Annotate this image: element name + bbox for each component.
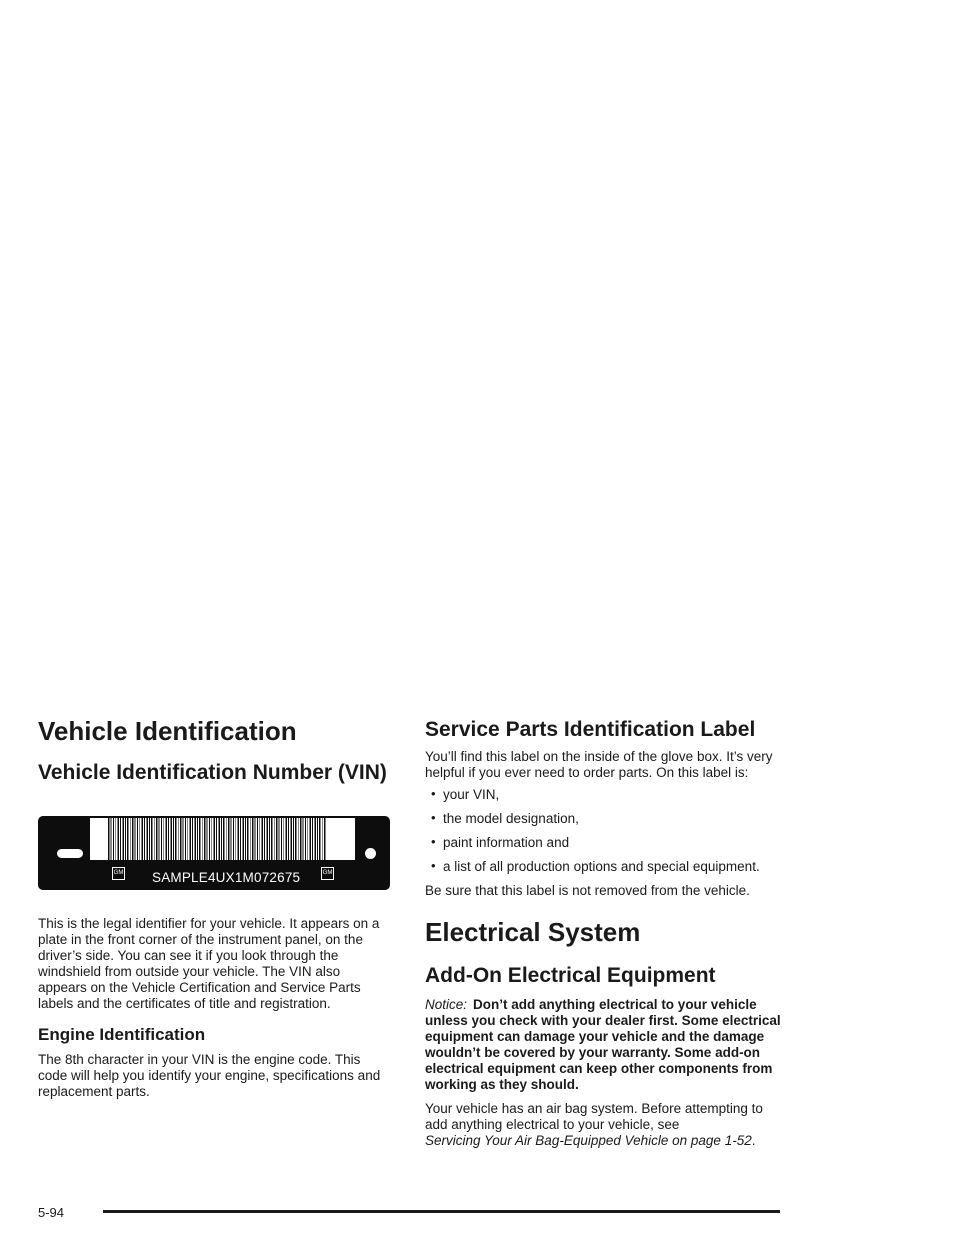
plate-slot bbox=[57, 849, 83, 858]
right-column bbox=[425, 700, 785, 1149]
bullet-icon: • bbox=[431, 786, 436, 801]
section-title-electrical-system: Electrical System bbox=[425, 917, 641, 947]
vin-plate-illustration bbox=[38, 816, 390, 890]
heading-engine-identification: Engine Identification bbox=[38, 1025, 206, 1044]
left-column bbox=[38, 700, 390, 1100]
plate-hole bbox=[365, 848, 376, 859]
bullet-icon: • bbox=[431, 858, 436, 873]
bullet-icon: • bbox=[431, 834, 436, 849]
airbag-paragraph: Your vehicle has an air bag system. Before attempting to add anything electrical to your vehicle, see Servicing Your Air Bag-Equipped Vehicle on page 1-52. bbox=[425, 1101, 763, 1148]
heading-addon-electrical: Add-On Electrical Equipment bbox=[425, 964, 716, 987]
vin-plate-text: SAMPLE4UX1M072675 bbox=[152, 870, 301, 885]
gm-logo-icon: GM bbox=[112, 867, 125, 880]
section-title-vehicle-identification: Vehicle Identification bbox=[38, 716, 297, 746]
list-item: • paint information and bbox=[431, 834, 570, 850]
footer-rule bbox=[103, 1210, 780, 1213]
service-note: Be sure that this label is not removed from the vehicle. bbox=[425, 883, 750, 898]
service-label-list bbox=[425, 787, 785, 875]
vin-paragraph: This is the legal identifier for your vehicle. It appears on a plate in the front corner of the instrument panel, on the driver’s side. You can see it if you look through the windshield from outside your vehicle. The VIN also appears on the Vehicle Certification and Service Parts labels and the certificates of title and registration. bbox=[38, 916, 380, 1011]
notice-label: Notice: bbox=[425, 997, 468, 1012]
barcode-bars bbox=[108, 818, 326, 860]
list-item: • a list of all production options and special equipment. bbox=[431, 858, 760, 874]
notice-block bbox=[425, 997, 785, 1093]
page-number: 5-94 bbox=[38, 1205, 65, 1220]
notice-text: Don’t add anything electrical to your vehicle unless you check with your dealer first. Some electrical equipment can damage your vehicle and the damage wouldn’t be covered by your warranty. Some add-on electrical equipment can keep other components from working as they should. bbox=[425, 997, 781, 1092]
list-item: • the model designation, bbox=[431, 810, 579, 826]
heading-vin: Vehicle Identification Number (VIN) bbox=[38, 761, 387, 784]
bullet-icon: • bbox=[431, 810, 436, 825]
heading-service-parts-label: Service Parts Identification Label bbox=[425, 718, 756, 741]
barcode bbox=[90, 818, 355, 860]
list-item: • your VIN, bbox=[431, 786, 500, 802]
airbag-reference: Servicing Your Air Bag-Equipped Vehicle on page 1-52 bbox=[425, 1133, 752, 1148]
engine-paragraph: The 8th character in your VIN is the engine code. This code will help you identify your engine, specifications and replacement parts. bbox=[38, 1052, 381, 1099]
service-paragraph: You’ll find this label on the inside of the glove box. It’s very helpful if you ever need to order parts. On this label is: bbox=[425, 749, 773, 780]
gm-logo-icon: GM bbox=[321, 867, 334, 880]
